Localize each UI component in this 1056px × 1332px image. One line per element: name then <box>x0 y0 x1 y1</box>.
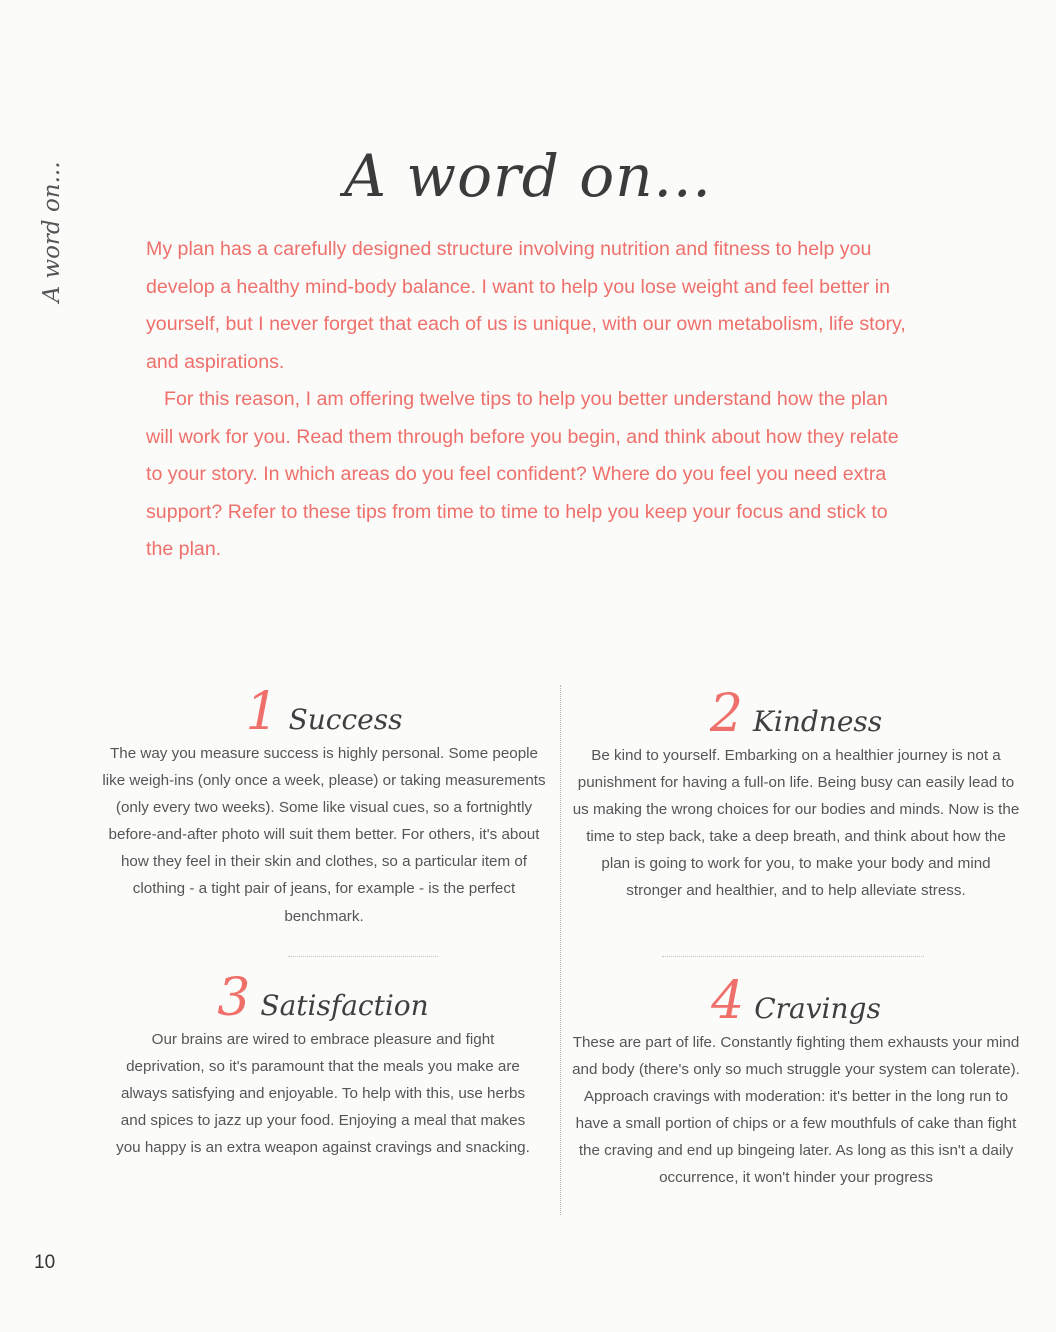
tip-number: 2 <box>709 684 743 744</box>
tip-body: Be kind to yourself. Embarking on a healthier journey is not a punishment for having a full-on life. Being busy can easily lead to us making the wrong choices for our bodies and minds. Now is the time to step back, take a deep breath, and think about how the plan is going to work for you, to make your body and mind stronger and healthier, and to help alleviate stress. <box>572 747 1020 900</box>
section-divider <box>662 956 924 957</box>
tip-title: Kindness <box>752 705 883 738</box>
tip-title: Success <box>288 703 403 736</box>
tip-title: Satisfaction <box>260 989 429 1022</box>
intro-paragraph: My plan has a carefully designed structure involving nutrition and fitness to help you develop a healthy mind-body balance. I want to help you lose weight and feel better in yourself, but I never forget that each of us is unique, with our own metabolism, life story, and aspirations. <box>146 238 906 373</box>
page-title: A word on... <box>344 142 712 210</box>
tip-number: 4 <box>711 971 745 1031</box>
tip-cravings <box>570 971 1022 1192</box>
intro-paragraph: For this reason, I am offering twelve tips to help you better understand how the plan will work for you. Read them through before you begin, and think about how they relate to your story. In which areas do you feel confident? Where do you feel you need extra support? Refer to these tips from time to time to help you keep your focus and stick to the plan. <box>146 388 899 560</box>
tip-body: Our brains are wired to embrace pleasure and fight deprivation, so it's paramount that the meals you make are always satisfying and enjoyable. To help with this, use herbs and spices to jazz up your food. Enjoying a meal that makes you happy is an extra weapon against cravings and snacking. <box>116 1031 530 1157</box>
intro-text <box>146 231 916 569</box>
tip-number: 1 <box>245 682 279 742</box>
tip-success <box>98 682 550 930</box>
page-number: 10 <box>34 1252 56 1273</box>
tip-heading <box>98 682 550 742</box>
tip-heading <box>114 968 532 1028</box>
running-header: A word on... <box>39 161 65 303</box>
tip-kindness <box>572 684 1020 905</box>
section-divider <box>288 956 438 957</box>
tip-body: These are part of life. Constantly fighting them exhausts your mind and body (there's only so much struggle your system can tolerate). Approach cravings with moderation: it's better in the long run to have a small portion of chips or a few mouthfuls of cake than fight the craving and end up bingeing later. As long as this isn't a daily occurrence, it won't hinder your progress <box>572 1034 1020 1187</box>
tip-heading <box>572 684 1020 744</box>
tip-number: 3 <box>217 968 251 1028</box>
tip-heading <box>570 971 1022 1031</box>
tip-body: The way you measure success is highly personal. Some people like weigh-ins (only once a week, please) or taking measurements (only every two weeks). Some like visual cues, so a fortnightly before-and-after photo will suit them better. For others, it's about how they feel in their skin and clothes, so a particular item of clothing - a tight pair of jeans, for example - is the perfect benchmark. <box>102 745 546 925</box>
tip-satisfaction <box>114 968 532 1161</box>
column-divider <box>560 685 561 1215</box>
tip-title: Cravings <box>754 992 881 1025</box>
